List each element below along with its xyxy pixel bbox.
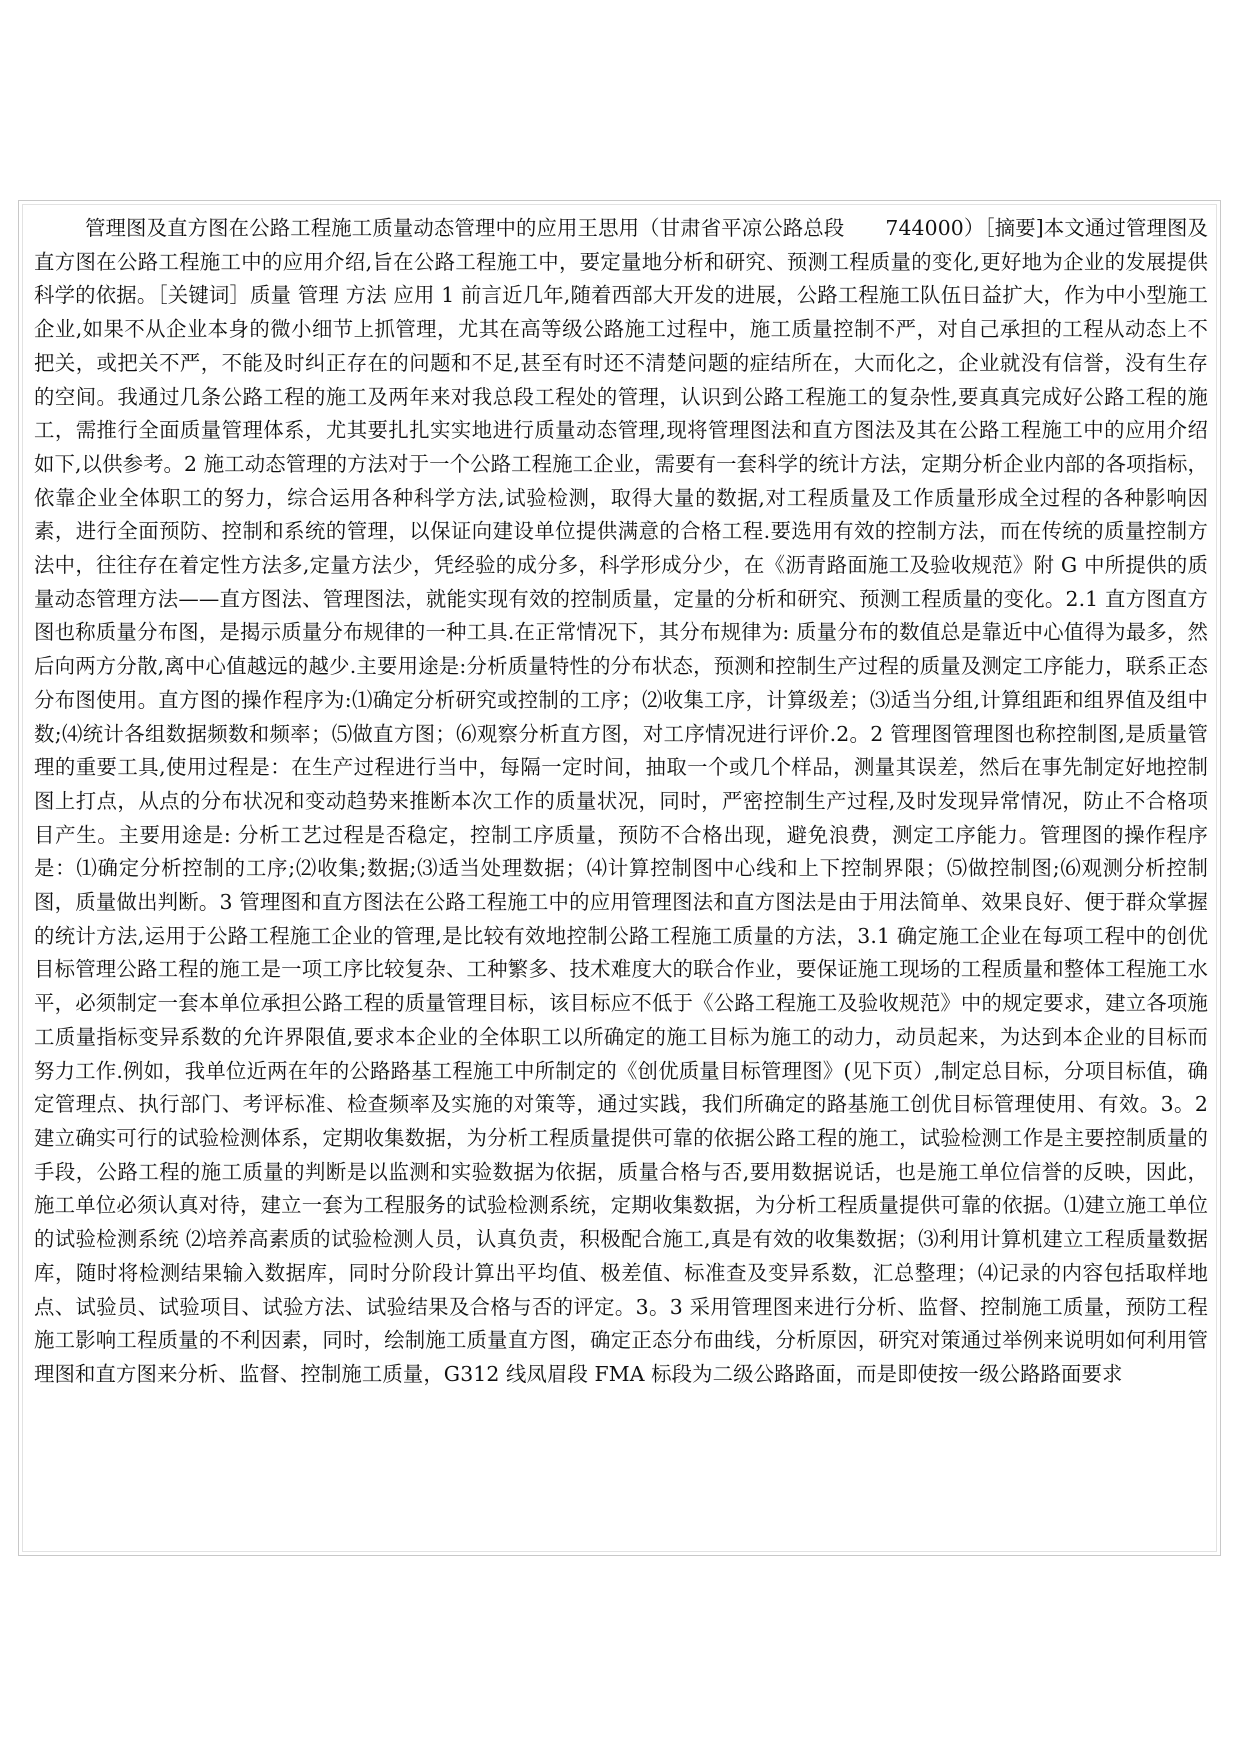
body-paragraph: 管理图及直方图在公路工程施工质量动态管理中的应用王思用（甘肃省平凉公路总段 744000）［摘要]本文通过管理图及直方图在公路工程施工中的应用介绍,旨在公路工程施工中，要定量地分析和研究、预测工程质量的变化,更好地为企业的发展提供科学的依据。［关键词］质量 管理 方法 应用 1 前言近几年,随着西部大开发的进展，公路工程施工队伍日益扩大，作为中小型施工企业,如果不从企业本身的微小细节上抓管理，尤其在高等级公路施工过程中，施工质量控制不严，对自己承担的工程从动态上不把关，或把关不严，不能及时纠正存在的问题和不足,甚至有时还不清楚问题的症结所在，大而化之，企业就没有信誉，没有生存的空间。我通过几条公路工程的施工及两年来对我总段工程处的管理，认识到公路工程施工的复杂性,要真真完成好公路工程的施工，需推行全面质量管理体系，尤其要扎扎实实地进行质量动态管理,现将管理图法和直方图法及其在公路工程施工中的应用介绍如下,以供参考。2 施工动态管理的方法对于一个公路工程施工企业，需要有一套科学的统计方法，定期分析企业内部的各项指标，依靠企业全体职工的努力，综合运用各种科学方法,试验检测，取得大量的数据,对工程质量及工作质量形成全过程的各种影响因素，进行全面预防、控制和系统的管理，以保证向建设单位提供满意的合格工程.要选用有效的控制方法，而在传统的质量控制方法中，往往存在着定性方法多,定量方法少，凭经验的成分多，科学形成分少，在《沥青路面施工及验收规范》附 G 中所提供的质量动态管理方法——直方图法、管理图法，就能实现有效的控制质量，定量的分析和研究、预测工程质量的变化。2.1 直方图直方图也称质量分布图，是揭示质量分布规律的一种工具.在正常情况下，其分布规律为: 质量分布的数值总是靠近中心值得为最多，然后向两方分散,离中心值越远的越少.主要用途是:分析质量特性的分布状态，预测和控制生产过程的质量及测定工序能力，联系正态分布图使用。直方图的操作程序为:⑴确定分析研究或控制的工序；⑵收集工序，计算级差；⑶适当分组,计算组距和组界值及组中数;⑷统计各组数据频数和频率；⑸做直方图；⑹观察分析直方图，对工序情况进行评价.2。2 管理图管理图也称控制图,是质量管理的重要工具,使用过程是：在生产过程进行当中，每隔一定时间，抽取一个或几个样品，测量其误差，然后在事先制定好地控制图上打点，从点的分布状况和变动趋势来推断本次工作的质量状况，同时，严密控制生产过程,及时发现异常情况，防止不合格项目产生。主要用途是: 分析工艺过程是否稳定，控制工序质量，预防不合格出现，避免浪费，测定工序能力。管理图的操作程序是：⑴确定分析控制的工序;⑵收集;数据;⑶适当处理数据；⑷计算控制图中心线和上下控制界限；⑸做控制图;⑹观测分析控制图，质量做出判断。3 管理图和直方图法在公路工程施工中的应用管理图法和直方图法是由于用法简单、效果良好、便于群众掌握的统计方法,运用于公路工程施工企业的管理,是比较有效地控制公路工程施工质量的方法，3.1 确定施工企业在每项工程中的创优目标管理公路工程的施工是一项工序比较复杂、工种繁多、技术难度大的联合作业，要保证施工现场的工程质量和整体工程施工水平，必须制定一套本单位承担公路工程的质量管理目标，该目标应不低于《公路工程施工及验收规范》中的规定要求，建立各项施工质量指标变异系数的允许界限值,要求本企业的全体职工以所确定的施工目标为施工的动力，动员起来，为达到本企业的目标而努力工作.例如，我单位近两在年的公路路基工程施工中所制定的《创优质量目标管理图》(见下页）,制定总目标，分项目标值，确定管理点、执行部门、考评标准、检查频率及实施的对策等，通过实践，我们所确定的路基施工创优目标管理使用、有效。3。2 建立确实可行的试验检测体系，定期收集数据，为分析工程质量提供可靠的依据公路工程的施工，试验检测工作是主要控制质量的手段，公路工程的施工质量的判断是以监测和实验数据为依据，质量合格与否,要用数据说话，也是施工单位信誉的反映，因此，施工单位必须认真对待，建立一套为工程服务的试验检测系统，定期收集数据，为分析工程质量提供可靠的依据。⑴建立施工单位的试验检测系统 ⑵培养高素质的试验检测人员，认真负责，积极配合施工,真是有效的收集数据；⑶利用计算机建立工程质量数据库，随时将检测结果输入数据库，同时分阶段计算出平均值、极差值、标准查及变异系数，汇总整理；⑷记录的内容包括取样地点、试验员、试验项目、试验方法、试验结果及合格与否的评定。3。3 采用管理图来进行分析、监督、控制施工质量，预防工程施工影响工程质量的不利因素，同时，绘制施工质量直方图，确定正态分布曲线，分析原因，研究对策通过举例来说明如何利用管理图和直方图来分析、监督、控制施工质量，G312 线凤眉段 FMA 标段为二级公路路面，而是即使按一级公路路面要求: [34, 216, 1208, 1386]
